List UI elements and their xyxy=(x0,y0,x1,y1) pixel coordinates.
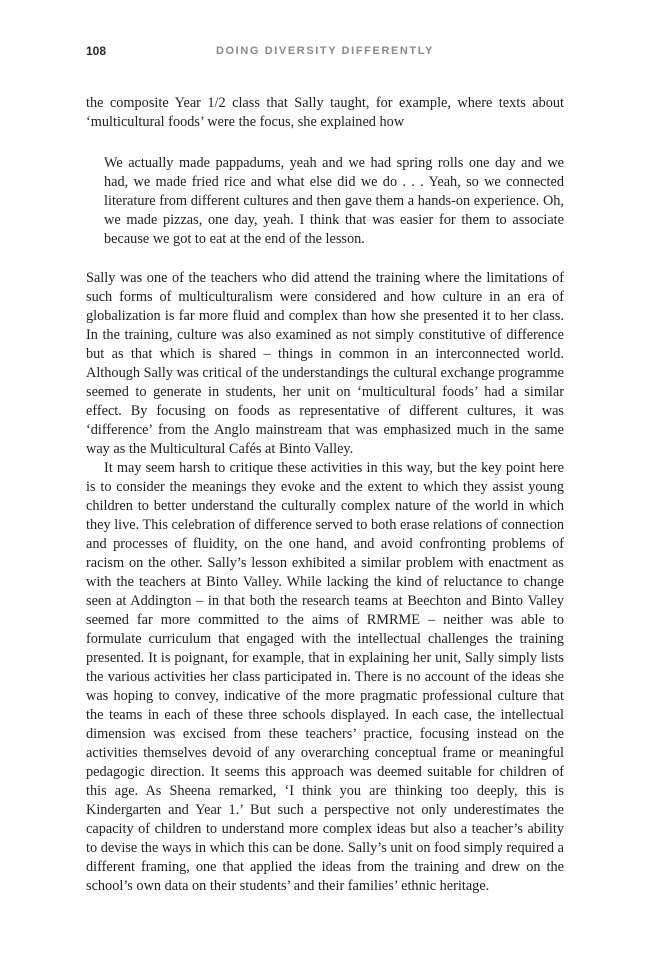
page-body xyxy=(86,94,564,896)
intro-paragraph: the composite Year 1/2 class that Sally taught, for example, where texts about ‘multicultural foods’ were the focus, she explained how xyxy=(86,95,564,130)
block-quote: We actually made pappadums, yeah and we had spring rolls one day and we had, we made fried rice and what else did we do . . . Yeah, so we connected literature from different cultures and then gave them a hands-on experience. Oh, we made pizzas, one day, yeah. I think that was easier for them to associate because we got to eat at the end of the lesson. xyxy=(104,155,564,247)
page-header xyxy=(86,44,564,64)
page-number: 108 xyxy=(86,44,107,58)
body-paragraph-1: Sally was one of the teachers who did attend the training where the limitations of such forms of multiculturalism were considered and how culture in an era of globalization is far more fluid and complex than how she presented it to her class. In the training, culture was also examined as not simply constitutive of difference but as that which is shared – things in common in an interconnected world. Although Sally was critical of the understandings the cultural exchange programme seemed to generate in students, her unit on ‘multicultural foods’ had a similar effect. By focusing on foods as representative of different cultures, it was ‘difference’ from the Anglo mainstream that was emphasized much in the same way as the Multicultural Cafés at Binto Valley. xyxy=(86,270,565,457)
body-paragraph-2: It may seem harsh to critique these activities in this way, but the key point here is to consider the meanings they evoke and the extent to which they assist young children to better understand the culturally complex nature of the world in which they live. This celebration of difference served to both erase relations of connection and processes of fluidity, on the one hand, and avoid confronting problems of racism on the other. Sally’s lesson exhibited a similar problem with enactment as with the teachers at Binto Valley. While lacking the kind of reluctance to change seen at Addington – in that both the research teams at Beechton and Binto Valley seemed far more committed to the aims of RMRME – neither was able to formulate curriculum that engaged with the intellectual challenges the training presented. It is poignant, for example, that in explaining her unit, Sally simply lists the various activities her class participated in. There is no account of the ideas she was hoping to convey, indicative of the more pragmatic professional culture that the teams in each of these three schools displayed. In each case, the intellectual dimension was excised from these teachers’ practice, focusing instead on the activities themselves devoid of any overarching conceptual frame or meaningful pedagogic direction. It seems this approach was deemed suitable for children of this age. As Sheena remarked, ‘I think you are thinking too deeply, this is Kindergarten and Year 1.’ But such a perspective not only underestimates the capacity of children to understand more complex ideas but also a teacher’s ability to devise the ways in which this can be done. Sally’s unit on food simply required a different framing, one that applied the ideas from the training and drew on the school’s own data on their students’ and their families’ ethnic heritage. xyxy=(86,460,564,894)
running-head: DOING DIVERSITY DIFFERENTLY xyxy=(215,45,434,57)
